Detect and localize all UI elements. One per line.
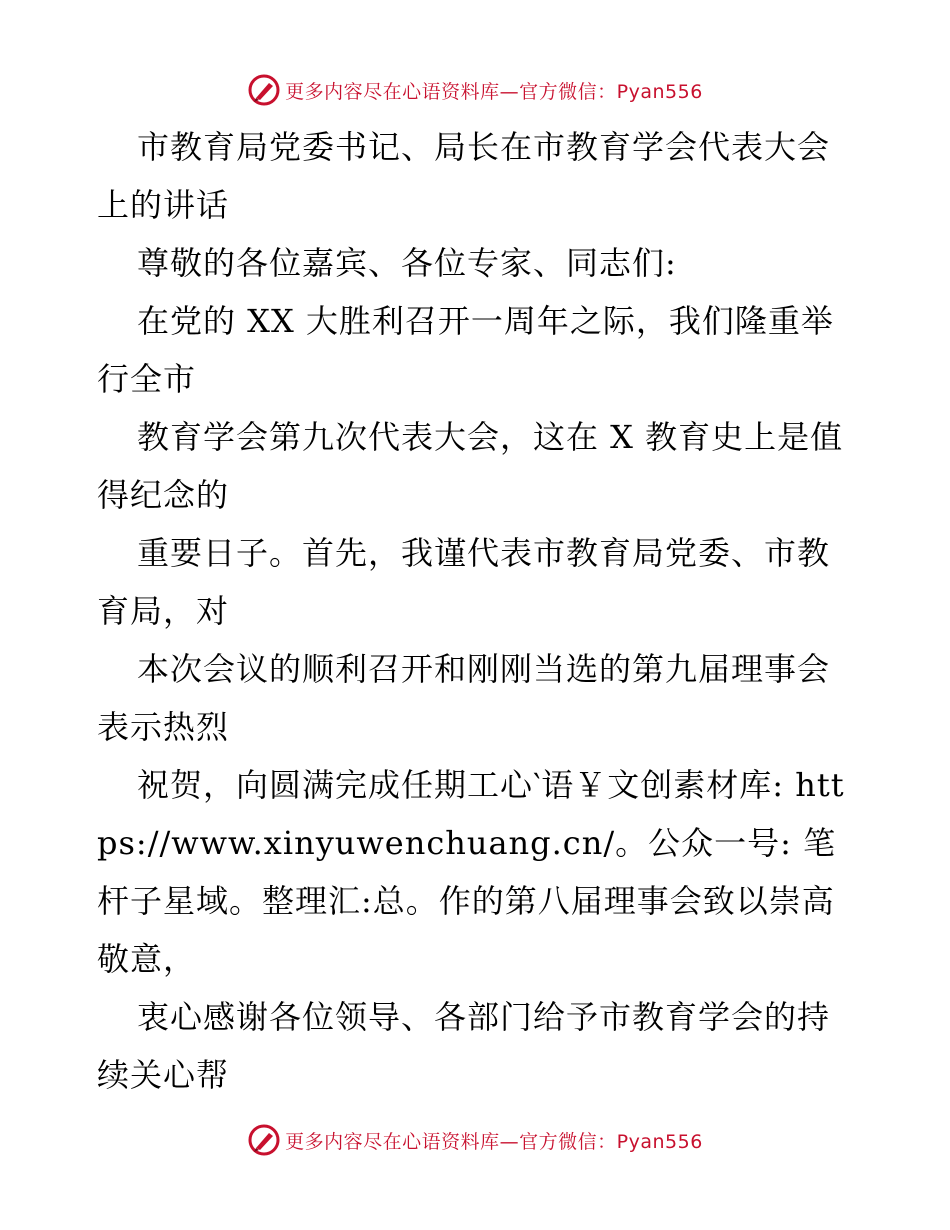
header-banner: [0, 70, 950, 110]
paragraph: 重要日子。首先，我谨代表市教育局党委、市教育局，对: [97, 534, 831, 630]
footer-banner-text: 更多内容尽在心语资料库—官方微信：Pyan556: [285, 1130, 703, 1153]
salutation: 尊敬的各位嘉宾、各位专家、同志们:: [137, 244, 677, 282]
footer-banner: [0, 1120, 950, 1160]
pen-circle-logo-icon: [247, 73, 281, 107]
document-body: [97, 118, 857, 1104]
paragraph: 在党的 XX 大胜利召开一周年之际，我们隆重举行全市: [97, 302, 834, 398]
header-banner-text: 更多内容尽在心语资料库—官方微信：Pyan556: [285, 80, 703, 103]
document-title: 市教育局党委书记、局长在市教育学会代表大会上的讲话: [97, 128, 831, 224]
paragraph: 教育学会第九次代表大会，这在 X 教育史上是值得纪念的: [97, 418, 844, 514]
paragraph: 本次会议的顺利召开和刚刚当选的第九届理事会表示热烈: [97, 650, 831, 746]
pen-circle-logo-icon: [247, 1123, 281, 1157]
paragraph-with-link: 祝贺，向圆满完成任期工心‵语￥文创素材库: https://www.xinyuwenchuang.cn/。公众一号: 笔杆子星域。整理汇:总。作的第八届理事会致以崇高敬意，: [97, 766, 845, 978]
paragraph: 衷心感谢各位领导、各部门给予市教育学会的持续关心帮: [97, 998, 831, 1094]
